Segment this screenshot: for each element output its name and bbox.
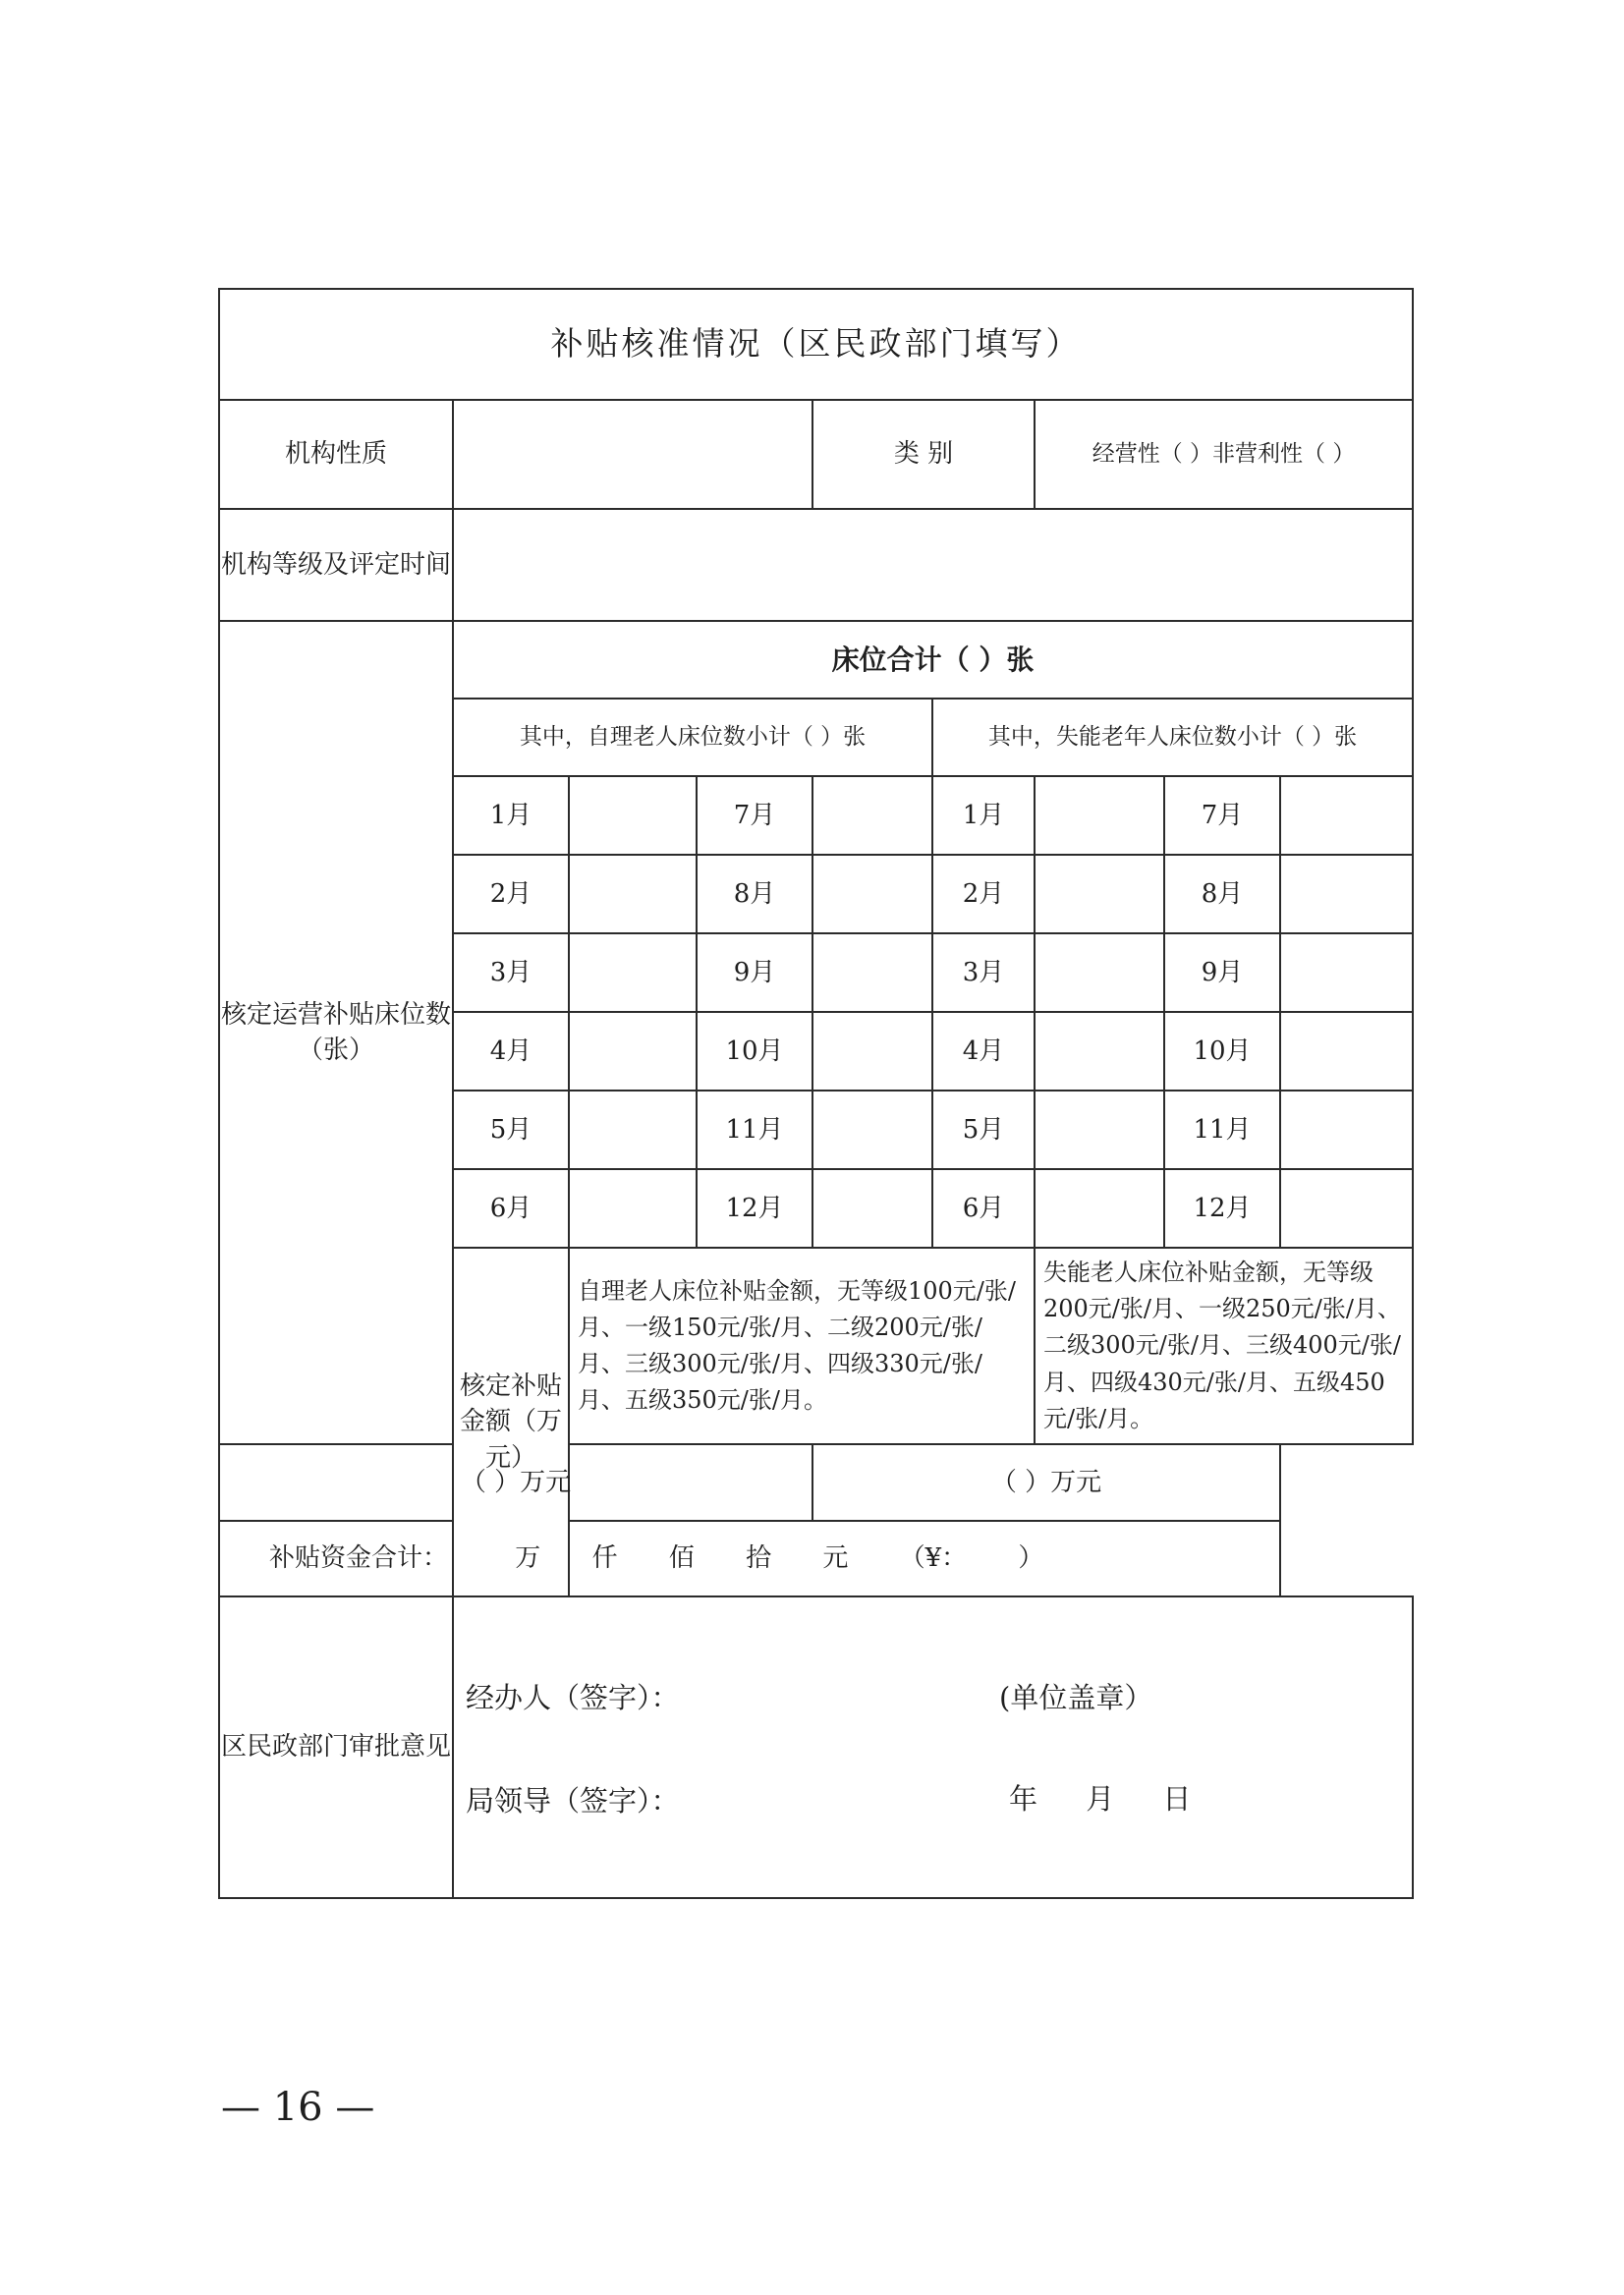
disabled-month-cell[interactable]	[1280, 1169, 1413, 1248]
disabled-month-cell[interactable]	[1035, 933, 1164, 1012]
self-care-month-cell[interactable]	[569, 776, 697, 855]
self-care-month-cell[interactable]	[569, 1169, 697, 1248]
nature-label: 机构性质	[219, 400, 453, 509]
self-care-subtotal: 其中，自理老人床位数小计（ ）张	[453, 699, 932, 776]
self-care-month-label: 5月	[453, 1091, 569, 1169]
self-care-month-cell[interactable]	[812, 1169, 932, 1248]
disabled-month-label: 11月	[1164, 1091, 1280, 1169]
self-care-month-label: 6月	[453, 1169, 569, 1248]
category-label: 类 别	[812, 400, 1035, 509]
self-care-month-cell[interactable]	[569, 1012, 697, 1091]
disabled-month-cell[interactable]	[1280, 1091, 1413, 1169]
disabled-month-label: 4月	[932, 1012, 1035, 1091]
self-care-month-label: 4月	[453, 1012, 569, 1091]
disabled-month-label: 6月	[932, 1169, 1035, 1248]
self-care-month-cell[interactable]	[812, 855, 932, 933]
disabled-amount-field[interactable]: （ ）万元	[812, 1444, 1280, 1521]
disabled-month-cell[interactable]	[1035, 855, 1164, 933]
subsidy-total-units: 万 仟 佰 拾 元 （¥： ）	[515, 1543, 1044, 1574]
self-care-month-cell[interactable]	[812, 1012, 932, 1091]
disabled-month-label: 7月	[1164, 776, 1280, 855]
disabled-month-cell[interactable]	[1035, 1091, 1164, 1169]
nature-value-field[interactable]	[453, 400, 812, 509]
self-care-month-label: 7月	[697, 776, 812, 855]
disabled-month-cell[interactable]	[1280, 855, 1413, 933]
self-care-month-cell[interactable]	[569, 1091, 697, 1169]
self-care-month-label: 8月	[697, 855, 812, 933]
self-care-month-cell[interactable]	[569, 933, 697, 1012]
disabled-month-label: 10月	[1164, 1012, 1280, 1091]
self-care-month-cell[interactable]	[812, 1091, 932, 1169]
disabled-month-cell[interactable]	[1035, 1012, 1164, 1091]
self-care-month-cell[interactable]	[812, 933, 932, 1012]
disabled-month-label: 12月	[1164, 1169, 1280, 1248]
subsidy-total-row[interactable]	[219, 1521, 1280, 1596]
self-care-month-label: 9月	[697, 933, 812, 1012]
self-care-month-label: 10月	[697, 1012, 812, 1091]
disabled-month-label: 9月	[1164, 933, 1280, 1012]
disabled-month-cell[interactable]	[1280, 776, 1413, 855]
disabled-month-label: 3月	[932, 933, 1035, 1012]
disabled-month-label: 1月	[932, 776, 1035, 855]
self-care-subsidy-rule: 自理老人床位补贴金额，无等级100元/张/月、一级150元/张/月、二级200元/张/月、三级300元/张/月、四级330元/张/月、五级350元/张/月。	[569, 1248, 1035, 1444]
self-care-amount-field[interactable]: （ ）万元	[219, 1444, 812, 1521]
disabled-month-cell[interactable]	[1280, 933, 1413, 1012]
disabled-month-cell[interactable]	[1035, 1169, 1164, 1248]
self-care-month-label: 11月	[697, 1091, 812, 1169]
self-care-month-cell[interactable]	[812, 776, 932, 855]
amount-label: 核定补贴金额（万元）	[453, 1248, 569, 1596]
subsidy-approval-form	[218, 288, 1414, 1899]
leader-signature-label: 局领导（签字）：	[466, 1783, 680, 1818]
self-care-month-label: 12月	[697, 1169, 812, 1248]
beds-total: 床位合计（ ）张	[453, 621, 1413, 699]
grade-value-field[interactable]	[453, 509, 1413, 621]
disabled-month-label: 2月	[932, 855, 1035, 933]
disabled-month-label: 8月	[1164, 855, 1280, 933]
page-number: — 16 —	[221, 2085, 375, 2130]
disabled-month-cell[interactable]	[1280, 1012, 1413, 1091]
handler-signature-label: 经办人（签字）：	[466, 1680, 680, 1714]
disabled-month-cell[interactable]	[1035, 776, 1164, 855]
self-care-month-label: 3月	[453, 933, 569, 1012]
self-care-month-label: 1月	[453, 776, 569, 855]
approval-label: 区民政部门审批意见	[219, 1596, 453, 1898]
self-care-month-label: 2月	[453, 855, 569, 933]
unit-seal-label: (单位盖章）	[999, 1680, 1153, 1714]
disabled-subtotal: 其中，失能老年人床位数小计（ ）张	[932, 699, 1413, 776]
category-value-field[interactable]: 经营性（ ）非营利性（ ）	[1035, 400, 1413, 509]
disabled-subsidy-rule: 失能老人床位补贴金额，无等级200元/张/月、一级250元/张/月、二级300元/张/月、三级400元/张/月、四级430元/张/月、五级450元/张/月。	[1035, 1248, 1413, 1444]
grade-label: 机构等级及评定时间	[219, 509, 453, 621]
disabled-month-label: 5月	[932, 1091, 1035, 1169]
approval-date: 年 月 日	[1009, 1781, 1192, 1816]
beds-label: 核定运营补贴床位数（张）	[219, 621, 453, 1444]
form-title: 补贴核准情况（区民政部门填写）	[219, 289, 1413, 400]
subsidy-total-label: 补贴资金合计：	[269, 1543, 449, 1574]
approval-signature-area[interactable]	[453, 1596, 1413, 1898]
self-care-month-cell[interactable]	[569, 855, 697, 933]
